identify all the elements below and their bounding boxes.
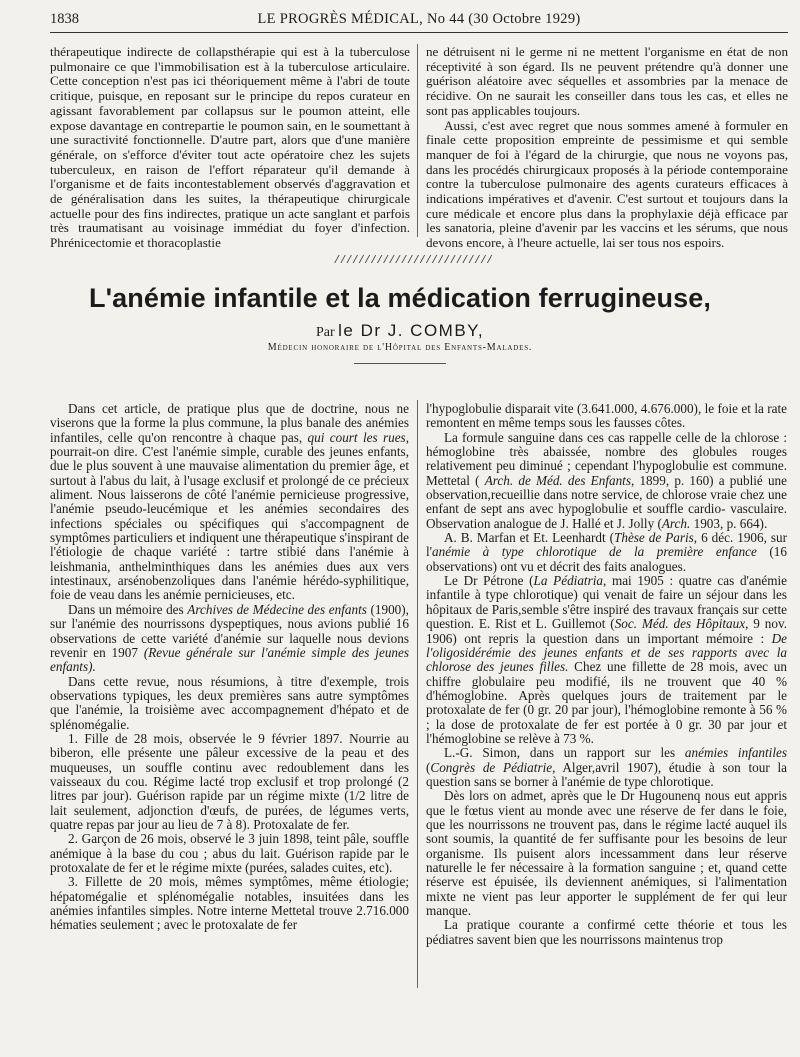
previous-article-paragraph: Aussi, c'est avec regret que nous sommes amené à formuler en finale cette proposition empreinte de pessimisme et qui semble manquer de foi à l'égard de la chirurgie, que nous ne voyons pas, dans les procédés chirurgicaux proposés à la période contemporaine contre la tuberculose pulmonaire des agents curateurs efficaces à indications impératives et d'avenir. C'est surtout et toujours dans la cure médicale et encore plus dans la prophylaxie déjà efficace par les sanatoria, pleine d'avenir par les vaccins et les sérums, que nous devons encore, à l'heure actuelle, lai ser tous nos espoirs.: [426, 117, 788, 251]
article-paragraph: A. B. Marfan et Et. Leenhardt (Thèse de Paris, 6 déc. 1906, sur l'anémie à type chlorotique de la première enfance (16 observations) ont vu et décrit des faits analogues.: [426, 530, 787, 574]
section-ornament: //////////////////////////: [333, 255, 493, 267]
previous-article-paragraph: ne détruisent ni le germe ni ne mettent l'organisme en état de non réceptivité à son égard. Ils ne peuvent prétendre qu'à donner une guérison aléatoire avec séquelles et assombries par la menace de récidive. On ne saurait les conseiller dans tous les cas, et elles ne sont pas applicables toujours.: [426, 44, 788, 118]
column-divider-top: [417, 44, 418, 237]
page-number: 1838: [50, 11, 79, 27]
observation-2: 2. Garçon de 26 mois, observé le 3 juin 1898, teint pâle, souffle anémique à la base du cou ; abus du lait. Guérison rapide par le protoxalate de fer et le régime mixte (purées, salades cuites, etc).: [50, 831, 409, 875]
author-affiliation: Médecin honoraire de l'Hôpital des Enfants-Malades.: [267, 342, 533, 353]
article-paragraph: Dans cette revue, nous résumions, à titre d'exemple, trois observations typiques, les deux premières sans autre symptômes que l'anémie, la troisième avec accompagnement d'hépato et de splénomégalie.: [50, 673, 409, 732]
article-paragraph: La formule sanguine dans ces cas rappelle celle de la chlorose : hémoglobine très abaissée, nombre des globules rouges relativement peu diminué ; cependant l'hypoglobulie est commune. Mettetal ( Arch. de Méd. des Enfants, 1899, p. 160) a publié une observation,recueillie dans notre service, de chlorose vraie chez une enfant de sept ans avec hypoglobulie et souffle cardio- vasculaire. Observation analogue de J. Hallé et J. Jolly (Arch. 1903, p. 664).: [426, 429, 787, 531]
running-header: [50, 10, 788, 33]
article-byline: [0, 321, 800, 341]
article-paragraph: L.-G. Simon, dans un rapport sur les anémies infantiles (Congrès de Pédiatrie, Alger,avril 1907), étudie à son tour la question sans se borner à l'anémie de type chlorotique.: [426, 745, 787, 789]
title-rule: [354, 363, 446, 364]
previous-article-paragraph: thérapeutique indirecte de collapsthérapie qui est à la tuberculose pulmonaire ce que l'immobilisation est à la tuberculose articulaire. Cette conception n'est pas ici théoriquement même à l'abri de toute critique, puisque, en reposant sur le principe du repos curateur en agissant favorablement par collapsus sur le poumon atteint, elle expose davantage en contrepartie le poumon sain, en le soumettant à une suractivité fonctionnelle. D'autre part, alors que d'une manière générale, on s'efforce d'éviter tout acte opératoire chez les sujets tuberculeux, en raison de l'effort réparateur qu'il demande à l'organisme et de faits incontestablement observés d'aggravation et de généralisation dans les suites, la thérapeutique chirurgicale actuelle pour des fins indirectes, pratique un acte sanglant et parfois très traumatisant au voisinage immédiat du foyer d'infection. Phrénicectomie et thoracoplastie: [50, 44, 410, 251]
byline-prefix: Par: [315, 325, 335, 340]
observation-3: 3. Fillette de 20 mois, mêmes symptômes, même étiologie; hépatomégalie et splénomégalie notables, insuitées dans les anémies infantiles simples. Notre interne Mettetal trouve 2.716.000 hématies seulement ; avec le protoxalate de fer: [50, 874, 409, 933]
article-paragraph: l'hypoglobulie disparait vite (3.641.000, 4.676.000), le foie et la rate remontent en même temps sous les fausses côtes.: [426, 401, 787, 431]
observation-1: 1. Fille de 28 mois, observée le 9 février 1897. Nourrie au biberon, elle présente une pâleur excessive de la peau et des muqueuses, un souffle continu avec redoublement dans les vaisseaux du cou. Régime lacté trop exclusif et trop prolongé (2 litres par jour). Guérison rapide par un régime mixte (1/2 litre de lait seulement, adjonction d'œufs, de purées, de légumes verts, quatre repas par jour au lieu de 7 à 8). Protoxalate de fer.: [50, 730, 409, 832]
running-title: LE PROGRÈS MÉDICAL, No 44 (30 Octobre 1929): [257, 11, 581, 27]
article-left-column: [50, 402, 409, 933]
previous-article-left-column: [50, 45, 410, 251]
column-divider-body: [417, 400, 418, 988]
article-paragraph: Dans cet article, de pratique plus que de doctrine, nous ne viserons que la forme la plus commune, la plus banale des anémies infantiles, celle qu'on rencontre à chaque pas, qui court les rues, pourrait-on dire. C'est l'anémie simple, curable des jeunes enfants, due le plus souvent à une mauvaise alimentation du premier âge, et surtout à l'abus du lait, à l'usage exclusif et prolongé de ce précieux aliment. Nous laisserons de côté l'anémie pernicieuse progressive, l'anémie pseudo-leucémique et les anémies secondaires des infections spéciales ou spécifiques qui s'accompagnent de symptômes particuliers et indiquent une thérapeutique s'inspirant de l'étiologie de chaque variété : tartre stibié dans l'anémie à leishmania, anthelminthiques dans les anémies dues aux vers intestinaux, arsénobenzoliques dans l'anémie hérédo-syphilitique, foie de veau dans les anémie pernicieuses, etc.: [50, 401, 409, 603]
article-title: L'anémie infantile et la médication ferrugineuse,: [89, 283, 711, 313]
article-paragraph: Le Dr Pétrone (La Pédiatria, mai 1905 : quatre cas d'anémie infantile à type chlorotique) qui venait de faire un séjour dans les hôpitaux de Paris,semble s'être inspiré des travaux français sur cette question. E. Rist et L. Guillemot (Soc. Méd. des Hôpitaux, 9 nov. 1906) ont repris la question dans un important mémoire : De l'oligosidérémie des jeunes enfants et de ses rapports avec la chlorose des jeunes filles. Chez une fillette de 28 mois, avec un chiffre globulaire peu modifié, ils ne trouvent que 40 % d'hémoglobine. Après quelques jours de traitement par le protoxalate de fer (0 gr. 20 par jour), l'hémoglobine remonte à 56 % ; la dose de protoxalate de fer est portée à 0 gr. 30 par jour et l'hémoglobine se relève à 73 %.: [426, 573, 787, 746]
article-paragraph: La pratique courante a confirmé cette théorie et tous les pédiatres savent bien que les nourrissons maintenus trop: [426, 917, 787, 947]
article-right-column: [426, 402, 787, 947]
article-paragraph: Dès lors on admet, après que le Dr Hugounenq nous eut appris que le fœtus vient au monde avec une réserve de fer dans le foie, que les nourrissons ne trouvent pas, dans le régime lacté auquel ils sont soumis, la quantité de fer suffisante pour les besoins de leur organisme. Ils puisent alors incessamment dans leur réserve naturelle le fer nécessaire à la formation sanguine ; et, quand cette réserve est épuisée, ils deviennent anémiques, si l'alimentation mixte ne vient pas leur apporter le supplément de fer qui leur manque.: [426, 788, 787, 919]
article-paragraph: Dans un mémoire des Archives de Médecine des enfants (1900), sur l'anémie des nourrissons dyspeptiques, nous avions publié 16 observations de cette variété d'anémie sur laquelle nous devions revenir en 1907 (Revue générale sur l'anémie simple des jeunes enfants).: [50, 601, 409, 675]
author-name: le Dr J. COMBY,: [338, 321, 485, 340]
previous-article-right-column: [426, 45, 788, 251]
